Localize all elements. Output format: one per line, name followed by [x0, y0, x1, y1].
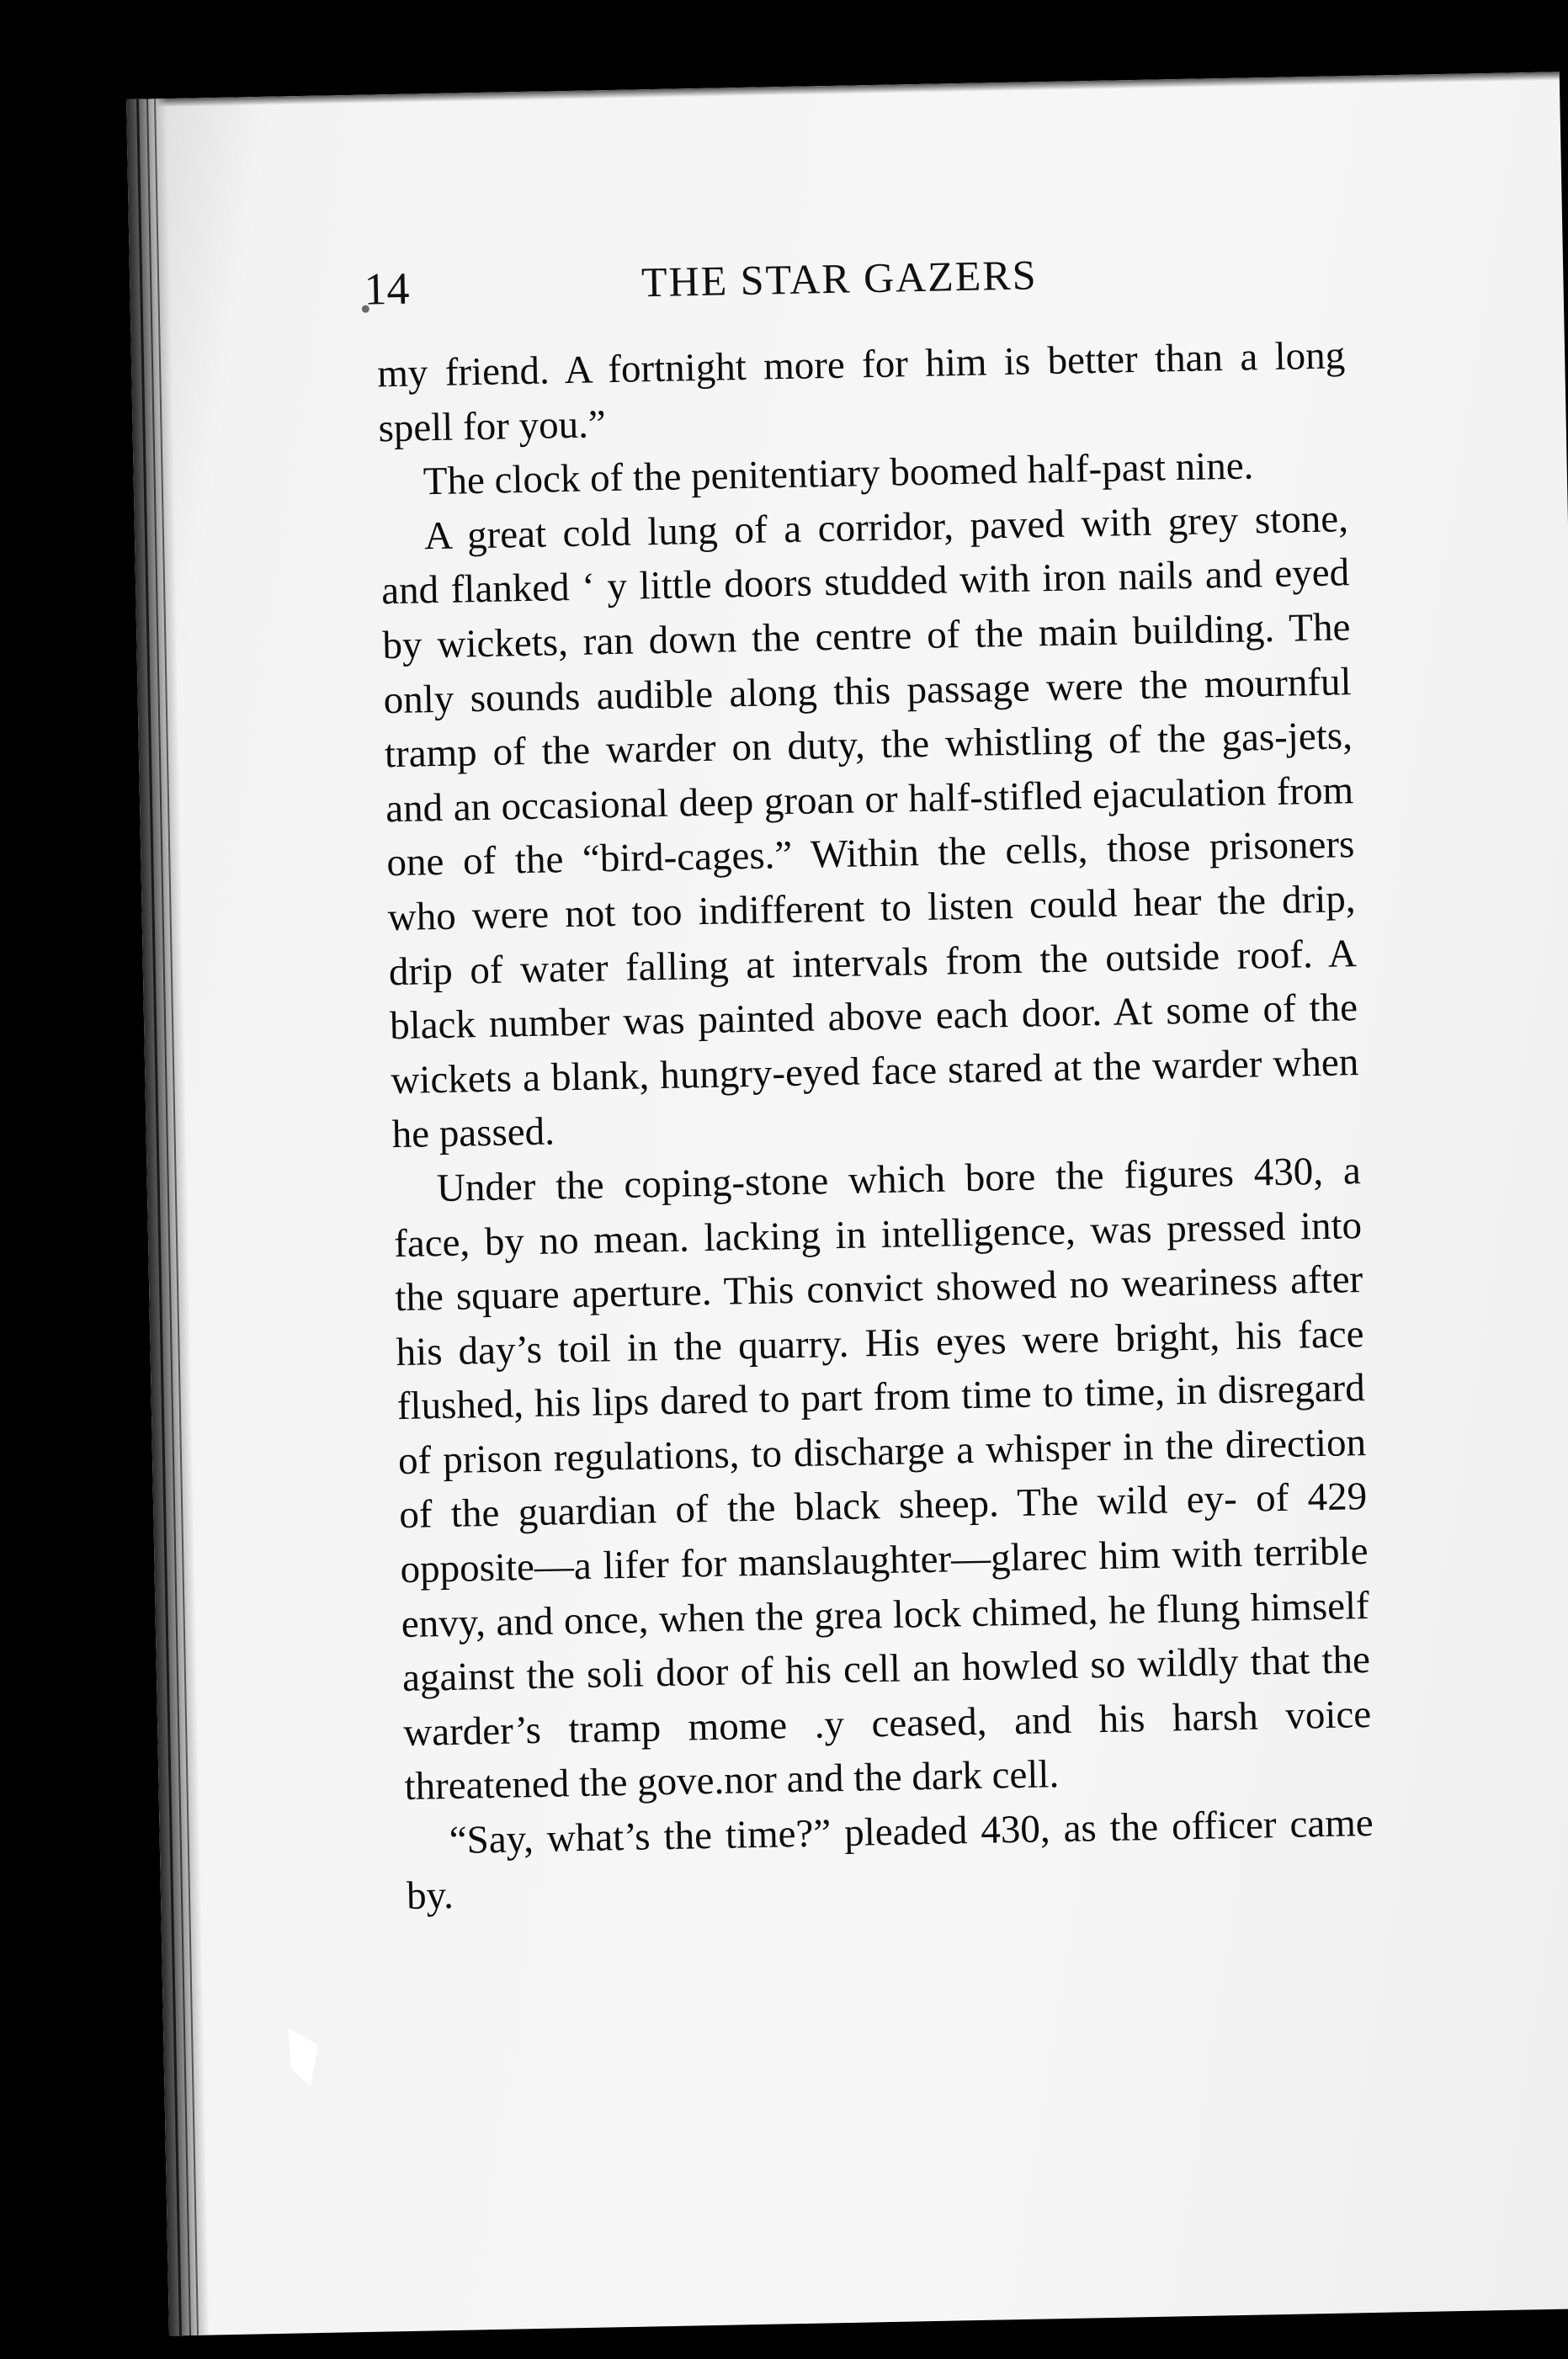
paragraph: my friend. A fortnight more for him is better than a long spell for you.”: [376, 333, 1346, 450]
page-top-edge: [126, 72, 1560, 108]
book-page: [126, 72, 1568, 2335]
paragraph: Under the coping-stone which bore the figures 430, a face, by no mean. lacking in intelligence, was pressed into the square aperture. This convict showed no weariness after his day’s toil in the quarry. His eyes were bright, his face flushed, his lips dared to part from time to time, in disregard of prison regulations, to discharge a whisper in the direction of the guardian of the black sheep. The wild ey- of 429 opposite—a lifer for manslaughter—glarec him with terrible envy, and once, when the grea lock chimed, he flung himself against the soli door of his cell an howled so wildly that the warder’s tramp mome .y ceased, and his harsh voice threatened the gove.nor and the dark cell.: [393, 1148, 1372, 1809]
page-header: [364, 245, 1316, 339]
paragraph: The clock of the penitentiary boomed half-past nine.: [423, 444, 1254, 504]
paper-tear-mark: [288, 2027, 319, 2087]
running-head: THE STAR GAZERS: [640, 251, 1038, 306]
paragraph: “Say, what’s the time?” pleaded 430, as the officer came by.: [406, 1800, 1374, 1918]
page-number: 14: [363, 263, 410, 315]
paragraph: A great cold lung of a corridor, paved with grey stone, and flanked ‘ y little doors studded with iron nails and eyed by wickets, ran down the centre of the main building. The only sounds audible along this passage were the mournful tramp of the warder on duty, the whistling of the gas-jets, and an occasional deep groan or half-stifled ejaculation from one of the “bird-cages.” Within the cells, those prisoners who were not too indifferent to listen could hear the drip, drip of water falling at intervals from the outside roof. A black number was painted above each door. At some of the wickets a blank, hungry-eyed face stared at the warder when he passed.: [380, 497, 1359, 1157]
body-text: [377, 328, 1375, 1923]
